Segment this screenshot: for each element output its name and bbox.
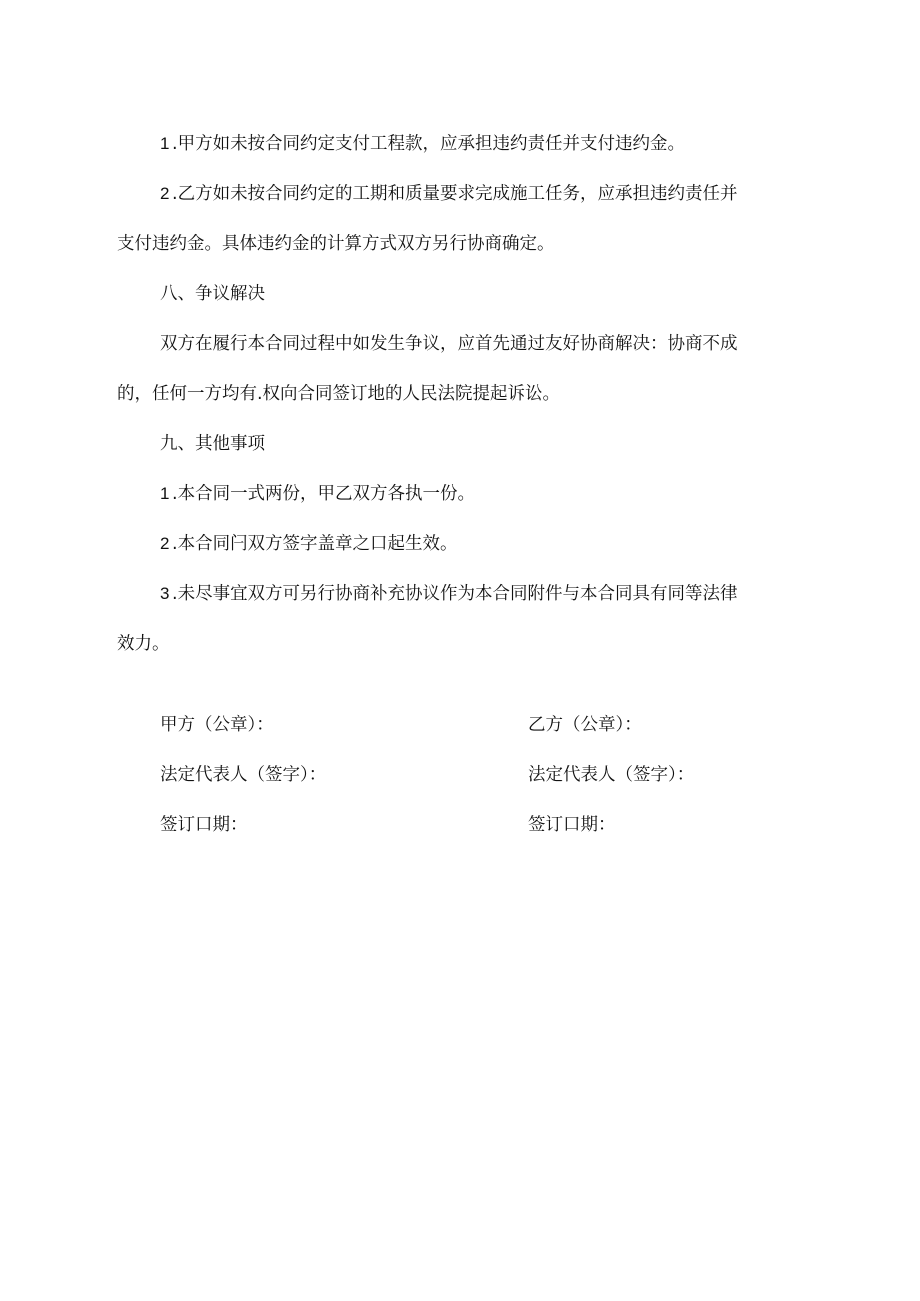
party-b-representative-label: 法定代表人（签字）： xyxy=(528,765,695,785)
clause-number: 1 xyxy=(160,134,170,153)
clause-number: 1 xyxy=(160,484,170,503)
other-clause-2 xyxy=(160,519,832,569)
other-clause-1 xyxy=(160,469,832,519)
clause-text: .未尽事宜双方可另行协商补充协议作为本合同附件与本合同具有同等法律 xyxy=(172,584,738,604)
section-8-heading: 八、争议解决 xyxy=(160,284,265,304)
other-clause-3-line-2: 效力。 xyxy=(117,634,170,654)
party-b-seal-label: 乙方（公章）： xyxy=(528,715,642,735)
clause-text: .乙方如未按合同约定的工期和质量要求完成施工任务，应承担违约责任并 xyxy=(172,184,738,204)
clause-text: .本合同一式两份，甲乙双方各执一份。 xyxy=(172,484,476,504)
clause-number: 2 xyxy=(160,184,170,203)
other-clause-3-line-1 xyxy=(160,569,832,619)
breach-clause-2-line-2: 支付违约金。具体违约金的计算方式双方另行协商确定。 xyxy=(117,234,555,254)
clause-text: .本合同闩双方签字盖章之口起生效。 xyxy=(172,534,458,554)
party-a-representative-label: 法定代表人（签字）： xyxy=(160,765,327,785)
clause-number: 2 xyxy=(160,534,170,553)
breach-clause-2-line-1 xyxy=(160,169,832,219)
section-9-heading: 九、其他事项 xyxy=(160,434,265,454)
dispute-clause-line-2: 的，任何一方均有.权向合同签订地的人民法院提起诉讼。 xyxy=(117,384,561,404)
dispute-clause-line-1: 双方在履行本合同过程中如发生争议，应首先通过友好协商解决：协商不成 xyxy=(160,334,738,354)
party-a-date-label: 签订口期： xyxy=(160,815,248,835)
breach-clause-1 xyxy=(160,119,832,169)
clause-number: 3 xyxy=(160,584,170,603)
clause-text: .甲方如未按合同约定支付工程款，应承担违约责任并支付违约金。 xyxy=(172,134,686,154)
party-b-date-label: 签订口期： xyxy=(528,815,616,835)
party-a-seal-label: 甲方（公章）： xyxy=(160,715,274,735)
